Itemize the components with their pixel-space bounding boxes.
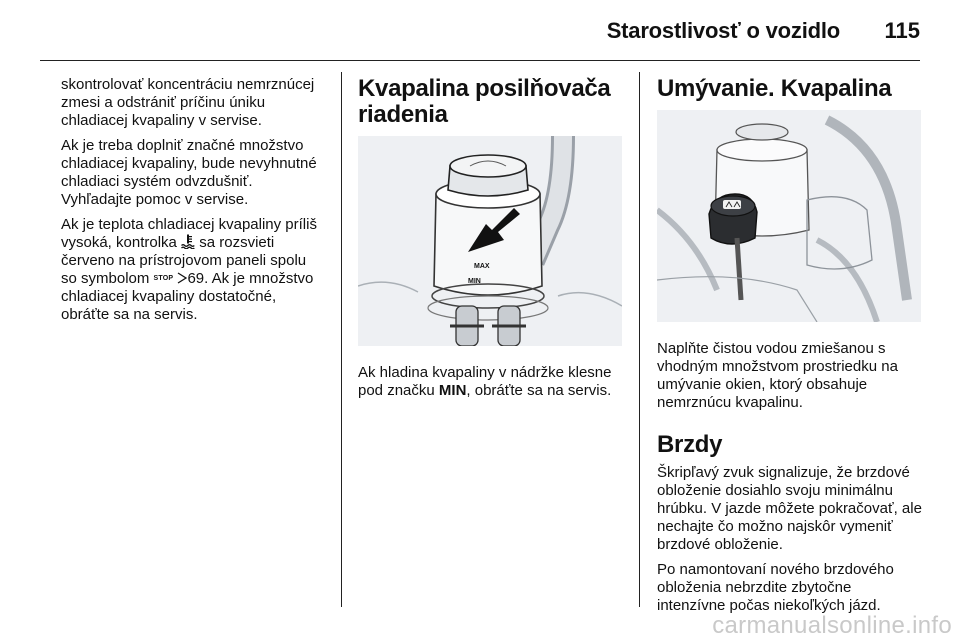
brakes-paragraph-1: Škripľavý zvuk signalizuje, že brzdové obloženie dosiahlo svoju minimálnu hrúbku. V jazde môžete pokračovať, ale nechajte čo možno najskôr vymeniť brzdové obloženie. [657, 464, 922, 553]
coolant-p3-middle: sa rozsvieti červeno na prístrojovom paneli spolu so symbolom [61, 234, 307, 287]
page-header [40, 0, 920, 61]
fig-max-label: MAX [474, 263, 490, 270]
column-1 [61, 76, 323, 331]
stop-symbol: STOP [153, 275, 174, 283]
brakes-heading: Brzdy [657, 431, 723, 458]
power-steering-heading: Kvapalina posilňovača riadenia [358, 75, 611, 128]
coolant-p3-end: . Ak je množstvo chladiacej kvapaliny dostatočné, obráťte sa na servis. [61, 270, 314, 324]
column-divider-1 [341, 72, 342, 607]
column-divider-2 [639, 72, 640, 607]
power-steering-p1-start: Ak hladina kvapaliny v nádržke klesne pod značku [358, 364, 612, 399]
power-steering-reservoir-image [358, 136, 622, 346]
watermark: carmanualsonline.info [712, 612, 952, 639]
page-reference[interactable]: 69 [187, 270, 205, 287]
page-number: 115 [884, 18, 920, 43]
min-mark-label: MIN [438, 382, 467, 399]
coolant-paragraph-2: Ak je treba doplniť značné množstvo chladiacej kvapaliny, bude nevyhnutné chladiaci systém odvzdušniť. Vyhľadajte pomoc v servise. [61, 137, 317, 208]
coolant-paragraph-1: skontrolovať koncentráciu nemrznúcej zmesi a odstrániť príčinu úniku chladiacej kvapaliny v servise. [61, 76, 315, 129]
washer-fluid-reservoir-image [657, 110, 921, 322]
power-steering-paragraph [358, 364, 624, 400]
washer-fluid-heading: Umývanie. Kvapalina [657, 75, 892, 102]
page-reference-icon [177, 272, 187, 284]
column-2 [358, 76, 624, 407]
coolant-paragraph-3 [61, 216, 323, 324]
section-title: Starostlivosť o vozidlo [606, 18, 840, 43]
power-steering-p1-end: , obráťte sa na servis. [466, 382, 612, 399]
column-3 [657, 76, 923, 622]
fig-min-label: MIN [468, 278, 481, 285]
washer-fluid-paragraph: Naplňte čistou vodou zmiešanou s vhodným množstvom prostriedku na umývanie okien, ktorý obsahuje nemrznúcu kvapalinu. [657, 340, 898, 411]
coolant-temperature-icon [181, 234, 195, 249]
brakes-paragraph-2: Po namontovaní nového brzdového obloženia nebrzdite zbytočne intenzívne počas niekoľkých jázd. [657, 561, 894, 614]
coolant-p3-start: Ak je teplota chladiacej kvapaliny príliš vysoká, kontrolka [61, 216, 317, 251]
